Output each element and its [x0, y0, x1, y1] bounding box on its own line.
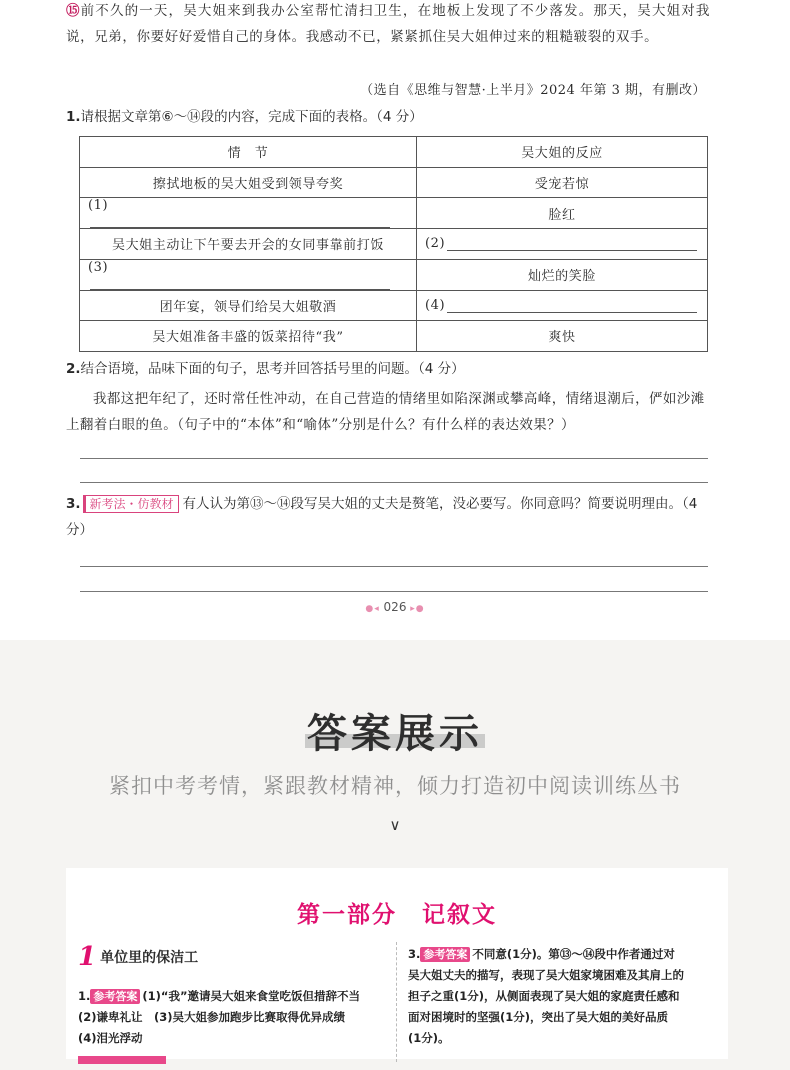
- table-cell: 爽快: [417, 321, 708, 352]
- showcase-title: 答案展示: [307, 711, 483, 757]
- lesson-name: 单位里的保洁工: [100, 950, 199, 966]
- question-3-text: 有人认为第⑬～⑭段写吴大姐的丈夫是赘笔，没必要写。你同意吗？简要说明理由。（4 分）: [66, 496, 698, 538]
- reference-answer-badge: 参考答案: [420, 947, 470, 962]
- answer-line[interactable]: [80, 591, 708, 592]
- answer-1-number: 1.: [78, 989, 91, 1003]
- answer-line[interactable]: [80, 458, 708, 459]
- dots-right-icon: ▸●: [410, 604, 425, 614]
- next-answer-badge: [78, 1056, 166, 1064]
- table-cell: 吴大姐主动让下午要去开会的女同事靠前打饭: [80, 229, 417, 260]
- answer-blank[interactable]: [447, 298, 697, 313]
- question-2: [66, 356, 712, 382]
- answer-line[interactable]: [80, 482, 708, 483]
- answer-3-line: (1分)。: [408, 1031, 450, 1045]
- question-2-quote: [66, 386, 712, 438]
- dots-left-icon: ●◂: [365, 604, 380, 614]
- answer-3-line: 吴大姐丈夫的描写，表现了吴大姐家境困难及其肩上的: [408, 968, 684, 982]
- question-3-number: 3.: [66, 496, 81, 512]
- answer-3-text: 不同意(1分)。第⑬～⑭段中作者通过对: [472, 947, 675, 961]
- showcase-subtitle: 紧扣中考考情，紧跟教材精神，倾力打造初中阅读训练丛书: [109, 774, 681, 798]
- lesson-heading: [78, 942, 198, 972]
- answer-blank[interactable]: [90, 275, 390, 290]
- table-cell: [417, 290, 708, 321]
- new-method-tag: 新考法・仿教材: [83, 495, 179, 513]
- table-cell: 吴大姐准备丰盛的饭菜招待“我”: [80, 321, 417, 352]
- answer-1-text: (1)“我”邀请吴大姐来食堂吃饭但措辞不当: [142, 989, 361, 1003]
- quoted-sentence: 我都这把年纪了，还时常任性冲动，在自己营造的情绪里如陷深渊或攀高峰，情绪退潮后，俨如沙滩上翻着白眼的鱼。: [66, 391, 705, 433]
- answer-page: [66, 868, 728, 1059]
- table-cell: 团年宴，领导们给吴大姐敬酒: [80, 290, 417, 321]
- question-1: [66, 104, 712, 130]
- table-row: [80, 321, 708, 352]
- blank-label: (2): [425, 236, 446, 252]
- table-row: [80, 259, 708, 290]
- column-divider: [396, 942, 397, 1062]
- answer-3-line: [408, 944, 726, 965]
- table-cell: [80, 259, 417, 290]
- question-3: [66, 491, 712, 543]
- table-cell: 擦拭地板的吴大姐受到领导夸奖: [80, 167, 417, 198]
- lesson-number: 1: [78, 942, 97, 972]
- answer-blank[interactable]: [90, 213, 390, 228]
- answer-3-number: 3.: [408, 947, 421, 961]
- table-cell: [417, 229, 708, 260]
- question-1-number: 1.: [66, 109, 81, 125]
- blank-label: (1): [88, 198, 109, 213]
- answer-1-line: (4)泪光浮动: [78, 1031, 143, 1045]
- answer-next-line: [78, 1049, 388, 1070]
- passage-paragraph-15: [66, 0, 710, 50]
- table-row: [80, 198, 708, 229]
- paragraph-text: 前不久的一天，吴大姐来到我办公室帮忙清扫卫生，在地板上发现了不少落发。那天，吴大姐对我说，兄弟，你要好好爱惜自己的身体。我感动不已，紧紧抓住吴大姐伸过来的粗糙皲裂的双手。: [66, 3, 710, 45]
- question-2-prompt: （句子中的“本体”和“喻体”分别是什么？有什么样的表达效果？）: [177, 417, 575, 433]
- source-citation: （选自《思维与智慧·上半月》2024 年第 3 期，有删改）: [360, 83, 706, 98]
- question-2-text: 结合语境，品味下面的句子，思考并回答括号里的问题。（4 分）: [80, 361, 465, 377]
- blank-label: (3): [88, 259, 109, 275]
- blank-label: (4): [425, 297, 446, 313]
- table-row: [80, 290, 708, 321]
- chevron-down-icon: ∨: [389, 816, 401, 834]
- part-title: 第一部分 记叙文: [297, 902, 497, 928]
- answer-3-line: 面对困境时的坚强(1分)，突出了吴大姐的美好品质: [408, 1010, 669, 1024]
- reference-answer-badge: 参考答案: [90, 989, 140, 1004]
- answer-3-line: 担子之重(1分)，从侧面表现了吴大姐的家庭责任感和: [408, 989, 680, 1003]
- header-plot: 情 节: [80, 137, 417, 168]
- page-number-text: 026: [383, 600, 407, 614]
- answer-blank[interactable]: [447, 236, 697, 251]
- question-1-text: 请根据文章第⑥～⑭段的内容，完成下面的表格。（4 分）: [80, 109, 423, 125]
- table-cell: 灿烂的笑脸: [417, 259, 708, 290]
- header-reaction: 吴大姐的反应: [417, 137, 708, 168]
- answer-3: [408, 944, 726, 1049]
- table-row: [80, 229, 708, 260]
- plot-reaction-table: [79, 136, 708, 352]
- question-2-number: 2.: [66, 361, 81, 377]
- table-cell: 脸红: [417, 198, 708, 229]
- answer-1-line: [78, 986, 388, 1007]
- table-cell: [80, 198, 417, 229]
- paragraph-number: ⑮: [66, 3, 81, 19]
- table-row: [80, 167, 708, 198]
- table-header-row: [80, 137, 708, 168]
- answer-1: [78, 986, 388, 1070]
- answer-1-line: (2)谦卑礼让 (3)吴大姐参加跑步比赛取得优异成绩: [78, 1010, 346, 1024]
- page-number: [0, 600, 790, 614]
- answer-line[interactable]: [80, 566, 708, 567]
- table-cell: 受宠若惊: [417, 167, 708, 198]
